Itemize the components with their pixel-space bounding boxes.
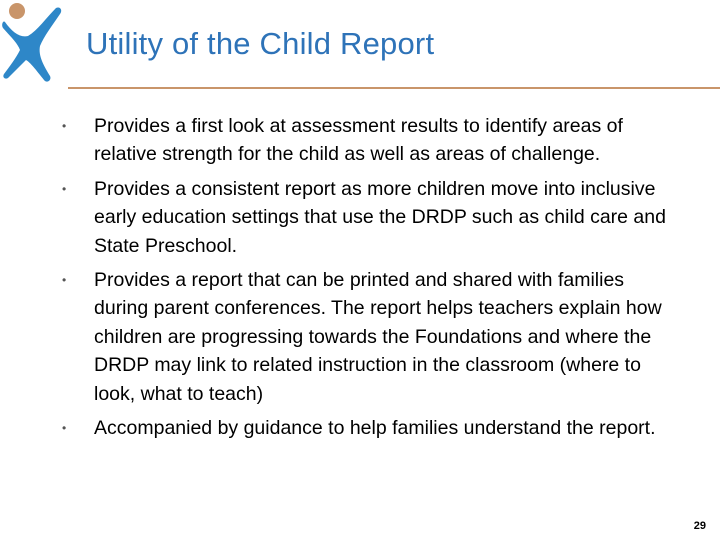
bullet-list	[0, 112, 720, 448]
bullet-dot: •	[62, 119, 67, 133]
slide-title: Utility of the Child Report	[86, 26, 435, 61]
page-number: 29	[693, 520, 706, 532]
bullet-dot: •	[62, 181, 67, 196]
bullet-text: Provides a report that can be printed and shared with families during parent conferences. The report helps teachers explain how children are progressing towards the Foundations and where the DRDP may link to related instruction in the classroom (where to look, what to teach)	[94, 269, 662, 405]
bullet-dot: •	[62, 273, 67, 288]
bullet-text: Provides a first look at assessment results to identify areas of relative strength for the child as well as areas of challenge.	[94, 115, 623, 166]
title-divider	[68, 87, 720, 89]
bullet-item	[0, 175, 720, 260]
bullet-text: Provides a consistent report as more children move into inclusive early education settings that use the DRDP such as child care and State Preschool.	[94, 177, 666, 257]
bullet-item	[0, 112, 720, 169]
child-figure-logo-icon	[0, 0, 72, 90]
bullet-text: Accompanied by guidance to help families understand the report.	[94, 417, 656, 440]
bullet-item	[0, 266, 720, 408]
bullet-item	[0, 414, 720, 442]
bullet-dot: •	[62, 421, 67, 436]
